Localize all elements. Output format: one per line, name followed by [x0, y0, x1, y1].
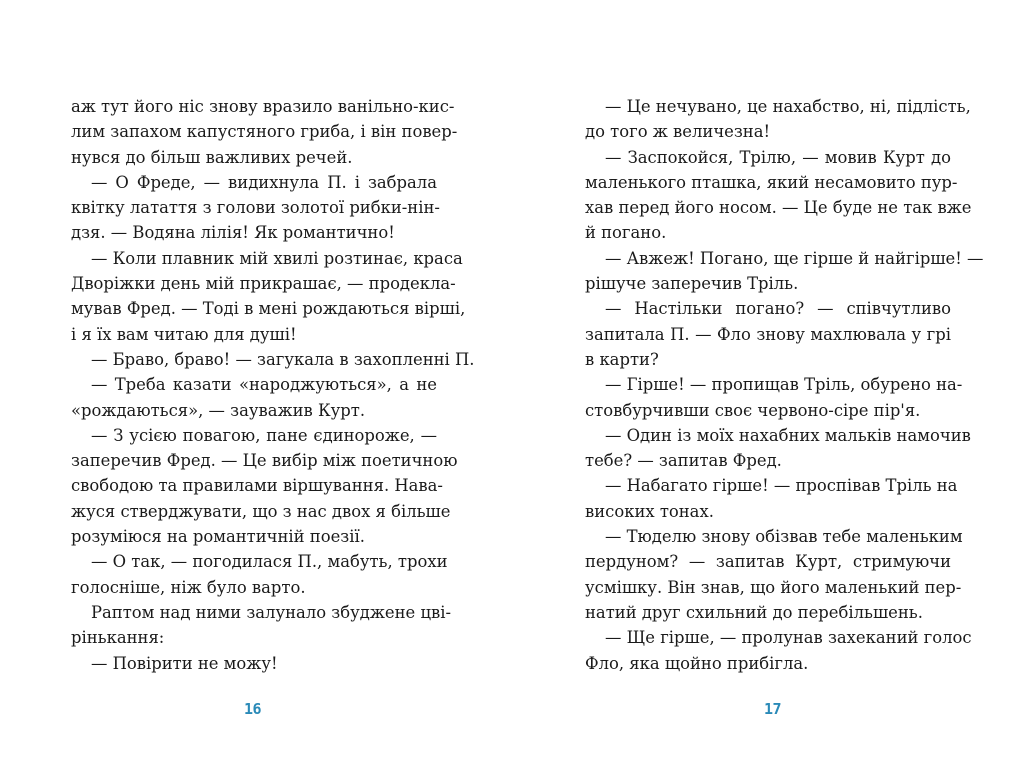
- text-line: Дворіжки день мій прикрашає, — продекла-: [71, 274, 456, 294]
- text-line: і я їх вам читаю для душі!: [71, 324, 297, 344]
- text-line: — Заспокойся, Трілю, — мовив Курт до: [605, 147, 951, 167]
- text-line: — Повірити не можу!: [91, 653, 278, 673]
- text-line: Раптом над ними залунало збуджене цві-: [91, 602, 452, 622]
- text-line: «рождаються», — зауважив Курт.: [71, 400, 366, 420]
- text-line: Фло, яка щойно прибігла.: [585, 653, 809, 673]
- text-line: розуміюся на романтичній поезії.: [71, 527, 365, 547]
- text-line: стовбурчивши своє червоно-сіре пір'я.: [585, 400, 921, 420]
- text-line: натий друг схильний до перебільшень.: [585, 602, 923, 622]
- text-line: рінькання:: [71, 628, 165, 648]
- text-line: — Тюделю знову обізвав тебе маленьким: [605, 527, 963, 547]
- text-line: — Авжеж! Погано, ще гірше й найгірше! —: [605, 248, 984, 268]
- text-line: жуся стверджувати, що з нас двох я більше: [71, 501, 451, 521]
- text-line: запитала П. — Фло знову махлювала у грі: [585, 324, 951, 344]
- text-line: — О так, — погодилася П., мабуть, трохи: [91, 552, 448, 572]
- text-line: аж тут його ніс знову вразило ванільно-кис-: [71, 97, 455, 116]
- text-line: квітку латаття з голови золотої рибки-нін-: [71, 198, 440, 218]
- text-line: — Ще гірше, — пролунав захеканий голос: [605, 628, 972, 648]
- text-line: — Один із моїх нахабних мальків намочив: [605, 425, 971, 445]
- text-line: свободою та правилами віршування. Нава-: [71, 476, 443, 496]
- text-line: нувся до більш важливих речей.: [71, 147, 353, 167]
- text-line: високих тонах.: [585, 501, 714, 521]
- right-page-text: [585, 94, 984, 676]
- text-line: заперечив Фред. — Це вибір між поетичною: [71, 451, 458, 471]
- left-page-text: [71, 94, 475, 676]
- text-line: рішуче заперечив Тріль.: [585, 274, 799, 294]
- text-line: дзя. — Водяна лілія! Як романтично!: [71, 223, 395, 243]
- text-line: — Настільки погано? — співчутливо: [605, 299, 951, 319]
- text-line: мував Фред. — Тоді в мені рождаються вірші,: [71, 299, 466, 319]
- text-line: — Треба казати «народжуються», а не: [91, 375, 437, 395]
- text-line: усмішку. Він знав, що його маленький пер-: [585, 577, 962, 597]
- text-line: тебе? — запитав Фред.: [585, 451, 782, 471]
- text-line: лим запахом капустяного гриба, і він повер-: [71, 122, 458, 142]
- text-line: пердуном? — запитав Курт, стримуючи: [585, 552, 951, 572]
- text-line: голосніше, ніж було варто.: [71, 577, 306, 597]
- text-line: — Набагато гірше! — проспівав Тріль на: [605, 476, 958, 496]
- text-line: й погано.: [585, 223, 667, 243]
- text-line: — З усією повагою, пане єдинороже, —: [91, 425, 437, 445]
- text-line: — О Фреде, — видихнула П. і забрала: [91, 172, 437, 192]
- text-line: — Браво, браво! — загукала в захопленні П.: [91, 349, 475, 369]
- right-page-number: 17: [764, 700, 782, 718]
- text-line: маленького пташка, який несамовито пур-: [585, 172, 958, 192]
- left-page-number: 16: [244, 700, 262, 718]
- text-line: в карти?: [585, 349, 659, 369]
- text-line: хав перед його носом. — Це буде не так вже: [585, 198, 972, 218]
- text-line: — Це нечувано, це нахабство, ні, підлість,: [605, 97, 971, 116]
- text-line: до того ж величезна!: [585, 122, 771, 142]
- text-line: — Коли плавник мій хвилі розтинає, краса: [91, 248, 463, 268]
- text-line: — Гірше! — пропищав Тріль, обурено на-: [605, 375, 963, 395]
- right-page: [512, 0, 1024, 768]
